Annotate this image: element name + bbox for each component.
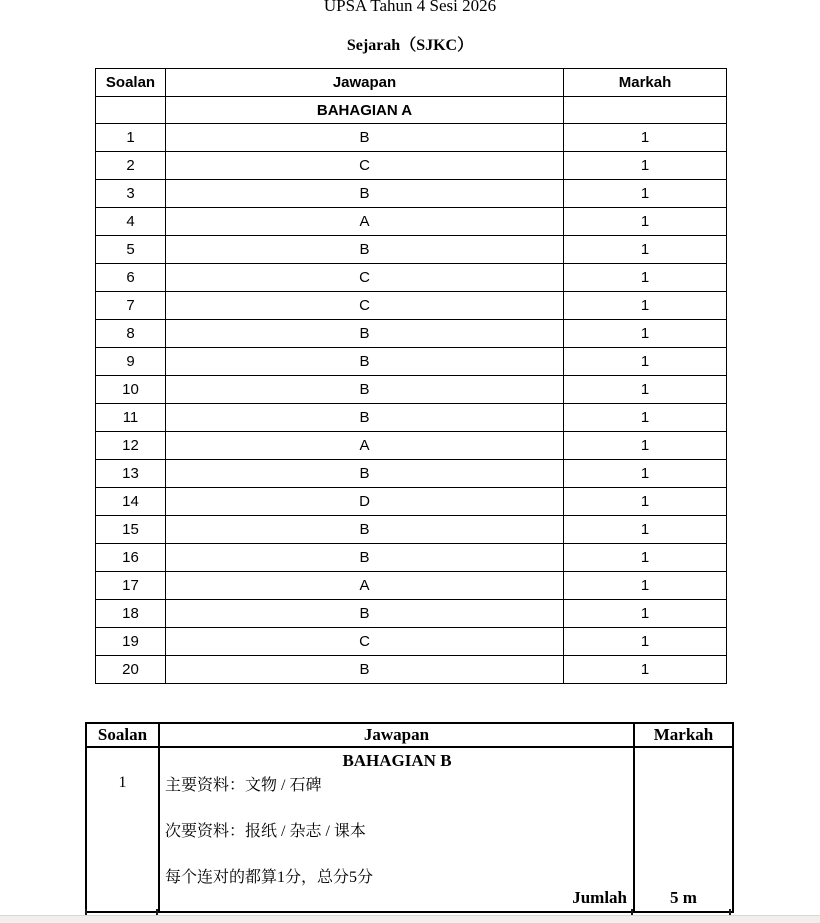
mark-cell: 1 — [564, 544, 727, 572]
answer-row — [96, 544, 727, 572]
answer-row — [96, 348, 727, 376]
column-header-jawapan: Jawapan — [166, 69, 564, 97]
table-b-header-row — [86, 723, 733, 747]
question-number-cell: 5 — [96, 236, 166, 264]
mark-cell: 1 — [564, 600, 727, 628]
column-header-markah: Markah — [634, 723, 733, 747]
question-number-cell: 16 — [96, 544, 166, 572]
question-number-cell: 13 — [96, 460, 166, 488]
table-a-header-row — [96, 69, 727, 97]
marking-rule-line: 每个连对的都算1分，总分5分 — [165, 869, 374, 886]
answer-row — [96, 152, 727, 180]
answer-cell: B — [166, 460, 564, 488]
mark-cell: 1 — [564, 656, 727, 684]
mark-cell: 1 — [564, 376, 727, 404]
answer-row — [96, 656, 727, 684]
mark-cell: 1 — [564, 124, 727, 152]
mark-cell: 1 — [564, 264, 727, 292]
answer-cell: B — [166, 236, 564, 264]
answer-cell: C — [166, 292, 564, 320]
answer-cell: B — [166, 124, 564, 152]
answer-cell: B — [166, 348, 564, 376]
mark-cell: 1 — [564, 628, 727, 656]
question-number-cell: 8 — [96, 320, 166, 348]
answer-row — [96, 236, 727, 264]
answer-scheme-content — [160, 748, 633, 911]
question-number-cell: 4 — [96, 208, 166, 236]
viewport-bottom-strip — [0, 915, 820, 923]
answer-cell: B — [166, 404, 564, 432]
question-number-cell: 15 — [96, 516, 166, 544]
question-number-cell: 19 — [96, 628, 166, 656]
answer-row — [96, 320, 727, 348]
answer-row — [96, 488, 727, 516]
section-b-answer-table — [85, 722, 734, 913]
exam-title: UPSA Tahun 4 Sesi 2026 — [323, 0, 497, 15]
jumlah-label: Jumlah — [572, 888, 627, 907]
subject-title: Sejarah（SJKC） — [346, 37, 474, 54]
section-a-label: BAHAGIAN A — [166, 97, 564, 124]
answer-cell: B — [166, 600, 564, 628]
answer-row — [96, 124, 727, 152]
section-b-body-row — [86, 747, 733, 912]
answer-row — [96, 460, 727, 488]
secondary-source-line: 次要资料：报纸 / 杂志 / 课本 — [165, 823, 366, 840]
answer-cell: B — [166, 656, 564, 684]
question-number-cell: 7 — [96, 292, 166, 320]
mark-cell: 1 — [564, 208, 727, 236]
column-header-jawapan: Jawapan — [159, 723, 634, 747]
answer-cell: B — [166, 544, 564, 572]
question-number-cell: 10 — [96, 376, 166, 404]
answer-cell: B — [166, 320, 564, 348]
mark-cell: 1 — [564, 180, 727, 208]
question-number-cell: 6 — [96, 264, 166, 292]
question-number-cell: 14 — [96, 488, 166, 516]
answer-cell: A — [166, 432, 564, 460]
answer-row — [96, 404, 727, 432]
mark-cell: 1 — [564, 488, 727, 516]
question-number-cell: 11 — [96, 404, 166, 432]
mark-cell: 1 — [564, 152, 727, 180]
answer-cell: B — [166, 376, 564, 404]
question-number-cell: 12 — [96, 432, 166, 460]
question-number: 1 — [118, 774, 127, 791]
answer-scheme-cell — [159, 747, 634, 912]
mark-cell: 1 — [564, 236, 727, 264]
mark-cell: 1 — [564, 292, 727, 320]
section-a-label-row — [96, 97, 727, 124]
answer-cell: B — [166, 180, 564, 208]
primary-source-line: 主要资料：文物 / 石碑 — [165, 777, 322, 794]
answer-row — [96, 208, 727, 236]
question-number-cell: 20 — [96, 656, 166, 684]
question-number-cell — [86, 747, 159, 912]
question-number-cell: 18 — [96, 600, 166, 628]
empty-cell — [96, 97, 166, 124]
answer-cell: A — [166, 208, 564, 236]
mark-cell: 1 — [564, 432, 727, 460]
answer-row — [96, 292, 727, 320]
answer-cell: D — [166, 488, 564, 516]
question-number-cell: 9 — [96, 348, 166, 376]
mark-cell: 1 — [564, 572, 727, 600]
answer-row — [96, 516, 727, 544]
mark-cell: 1 — [564, 404, 727, 432]
total-mark-cell — [634, 747, 733, 912]
answer-row — [96, 572, 727, 600]
answer-row — [96, 600, 727, 628]
question-number-cell: 1 — [96, 124, 166, 152]
question-number-cell: 2 — [96, 152, 166, 180]
mark-cell: 1 — [564, 516, 727, 544]
answer-cell: C — [166, 628, 564, 656]
answer-cell: C — [166, 152, 564, 180]
column-header-soalan: Soalan — [86, 723, 159, 747]
answer-row — [96, 376, 727, 404]
section-a-answer-table — [95, 68, 727, 684]
column-header-markah: Markah — [564, 69, 727, 97]
answer-row — [96, 432, 727, 460]
answer-cell: B — [166, 516, 564, 544]
question-number-cell: 17 — [96, 572, 166, 600]
mark-cell: 1 — [564, 320, 727, 348]
answer-row — [96, 264, 727, 292]
mark-cell: 1 — [564, 460, 727, 488]
total-mark: 5 m — [670, 888, 697, 907]
answer-cell: A — [166, 572, 564, 600]
answer-cell: C — [166, 264, 564, 292]
empty-cell — [564, 97, 727, 124]
section-b-label: BAHAGIAN B — [342, 751, 452, 770]
question-number-cell: 3 — [96, 180, 166, 208]
answer-row — [96, 628, 727, 656]
mark-cell: 1 — [564, 348, 727, 376]
column-header-soalan: Soalan — [96, 69, 166, 97]
answer-row — [96, 180, 727, 208]
title-block — [0, 0, 820, 55]
